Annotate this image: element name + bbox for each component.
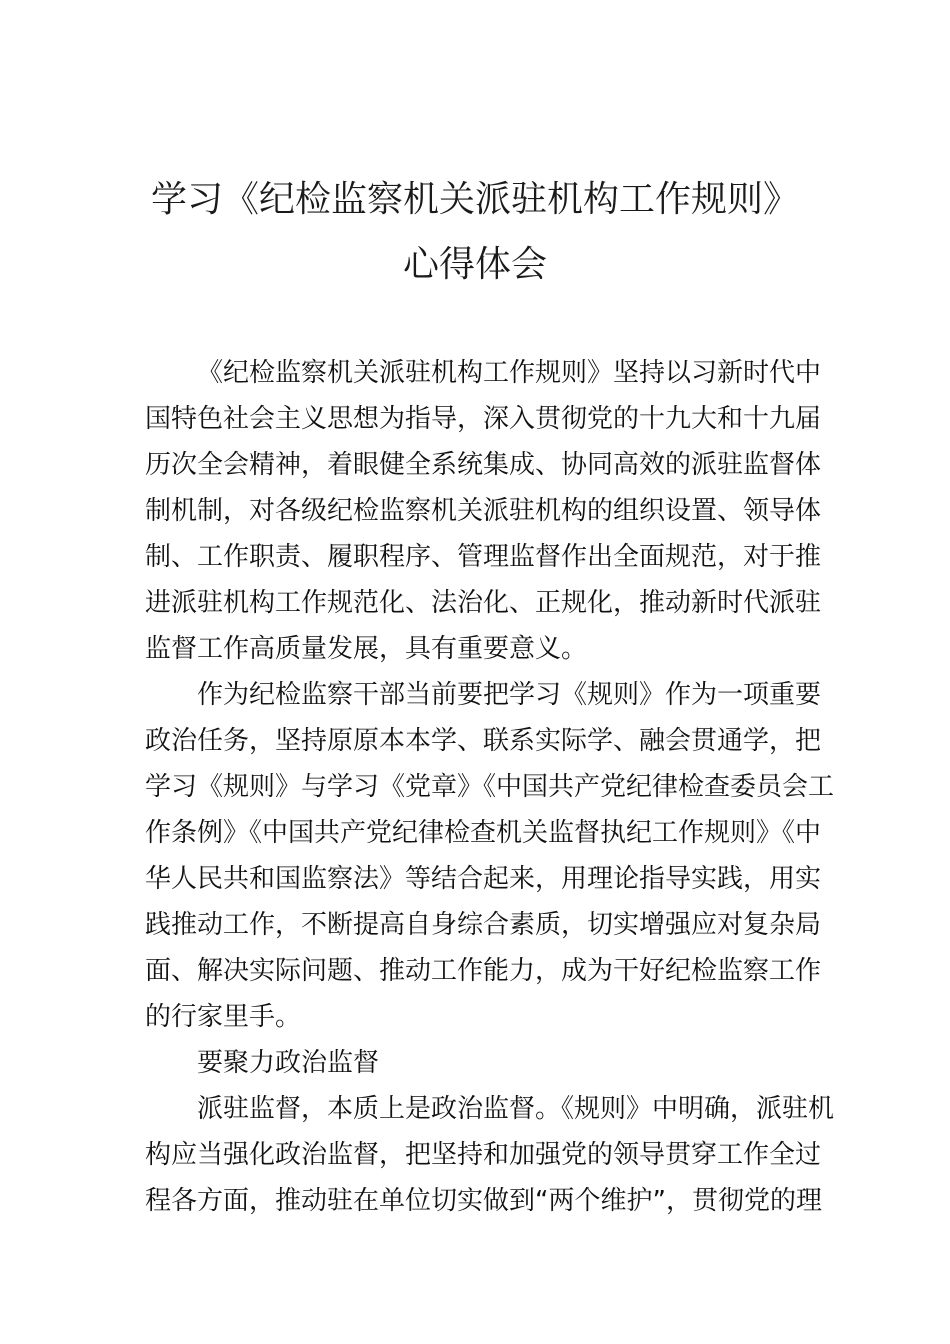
body-line: 的行家里手。 [145,1002,302,1032]
body-line: 践推动工作，不断提高自身综合素质，切实增强应对复杂局 [145,910,822,940]
body-line: 面、解决实际问题、推动工作能力，成为干好纪检监察工作 [145,956,822,986]
body-line: 作条例》《中国共产党纪律检查机关监督执纪工作规则》《中 [145,818,822,848]
body-line: 制、工作职责、履职程序、管理监督作出全面规范，对于推 [145,542,822,572]
body-line: 政治任务，坚持原原本本学、联系实际学、融会贯通学，把 [145,726,822,756]
body-line: 学习《规则》与学习《党章》《中国共产党纪律检查委员会工 [145,772,835,802]
body-line: 程各方面，推动驻在单位切实做到“两个维护”，贯彻党的理 [145,1186,822,1216]
body-line: 作为纪检监察干部当前要把学习《规则》作为一项重要 [197,680,822,710]
body-line: 华人民共和国监察法》等结合起来，用理论指导实践，用实 [145,864,822,894]
body-line: 历次全会精神，着眼健全系统集成、协同高效的派驻监督体 [145,450,822,480]
body-line: 《纪检监察机关派驻机构工作规则》坚持以习新时代中 [197,358,822,388]
body-line: 监督工作高质量发展，具有重要意义。 [145,634,588,664]
body-line: 构应当强化政治监督，把坚持和加强党的领导贯穿工作全过 [145,1140,822,1170]
body-line: 国特色社会主义思想为指导，深入贯彻党的十九大和十九届 [145,404,822,434]
document-title-line-2: 心得体会 [402,244,547,285]
document-title-line-1: 学习《纪检监察机关派驻机构工作规则》 [150,179,799,220]
body-line: 进派驻机构工作规范化、法治化、正规化，推动新时代派驻 [145,588,822,618]
body-line: 派驻监督，本质上是政治监督。《规则》中明确，派驻机 [197,1094,835,1124]
body-line: 制机制，对各级纪检监察机关派驻机构的组织设置、领导体 [145,496,822,526]
section-heading: 要聚力政治监督 [197,1048,380,1078]
